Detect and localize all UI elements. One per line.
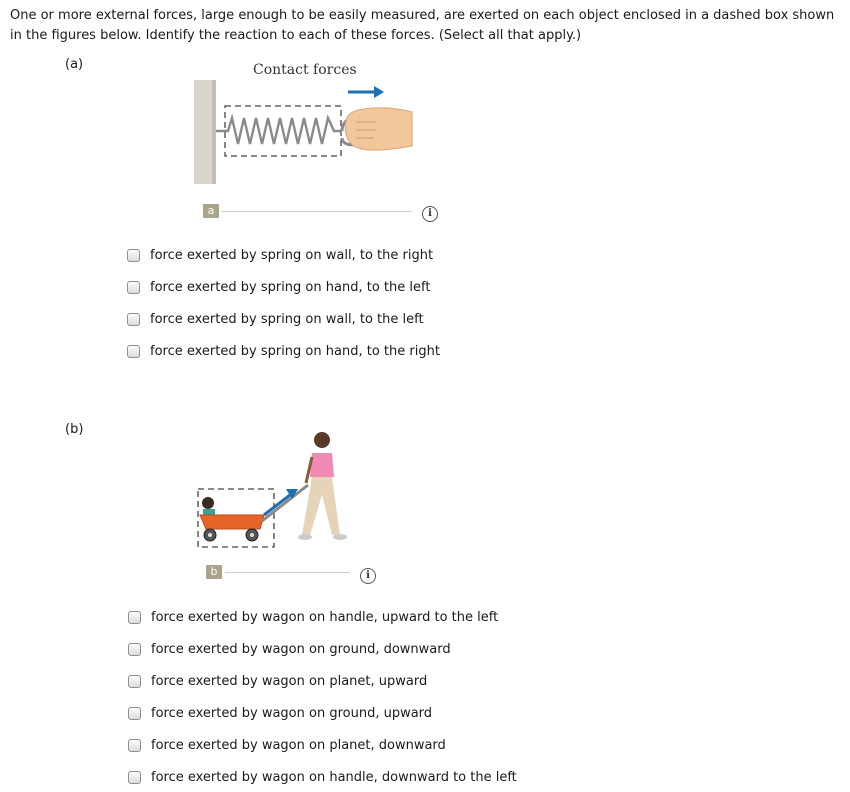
option-b-0[interactable] xyxy=(128,607,498,627)
figure-a-tag: a xyxy=(203,204,219,218)
girl-head xyxy=(314,432,330,448)
hand xyxy=(345,108,412,150)
question-text: One or more external forces, large enough to be easily measured, are exerted on each object enclosed in a dashed box shown in the figures below. Identify the reaction to each of these forces. (Select all that apply.) xyxy=(10,8,835,43)
checkbox[interactable] xyxy=(128,611,141,624)
figure-b-wagon-illustration xyxy=(190,425,360,555)
figure-a-rule xyxy=(222,211,412,212)
option-label: force exerted by wagon on planet, upward xyxy=(151,673,428,689)
checkbox[interactable] xyxy=(128,643,141,656)
option-b-5[interactable] xyxy=(128,767,517,787)
option-b-1[interactable] xyxy=(128,639,451,659)
part-a-label: (a) xyxy=(65,57,84,72)
option-b-4[interactable] xyxy=(128,735,446,755)
checkbox[interactable] xyxy=(128,675,141,688)
option-label: force exerted by spring on wall, to the right xyxy=(150,247,434,263)
checkbox[interactable] xyxy=(127,345,140,358)
figure-a-info-icon[interactable]: i xyxy=(422,206,438,222)
option-a-2[interactable] xyxy=(127,309,424,329)
figure-b-info-icon[interactable]: i xyxy=(360,568,376,584)
option-b-3[interactable] xyxy=(128,703,432,723)
girl-shirt xyxy=(310,453,334,477)
option-a-0[interactable] xyxy=(127,245,433,265)
checkbox[interactable] xyxy=(127,249,140,262)
part-b-label: (b) xyxy=(65,422,84,437)
option-label: force exerted by wagon on handle, downward to the left xyxy=(151,769,517,785)
figure-b-rule xyxy=(225,572,350,573)
option-label: force exerted by spring on hand, to the left xyxy=(150,279,431,295)
checkbox[interactable] xyxy=(128,771,141,784)
checkbox[interactable] xyxy=(128,707,141,720)
checkbox[interactable] xyxy=(127,281,140,294)
checkbox[interactable] xyxy=(128,739,141,752)
option-label: force exerted by wagon on ground, upward xyxy=(151,705,433,721)
option-label: force exerted by wagon on handle, upward to the left xyxy=(151,609,499,625)
option-a-1[interactable] xyxy=(127,277,430,297)
force-arrow xyxy=(374,86,384,98)
option-label: force exerted by wagon on ground, downward xyxy=(151,641,451,657)
wagon xyxy=(200,515,264,529)
option-a-3[interactable] xyxy=(127,341,440,361)
figure-a-title: Contact forces xyxy=(253,62,357,78)
checkbox[interactable] xyxy=(127,313,140,326)
option-label: force exerted by spring on hand, to the right xyxy=(150,343,440,359)
spring xyxy=(216,118,342,144)
option-label: force exerted by wagon on planet, downward xyxy=(151,737,446,753)
figure-a-spring-illustration xyxy=(190,78,430,188)
option-b-2[interactable] xyxy=(128,671,427,691)
figure-b-tag: b xyxy=(206,565,222,579)
option-label: force exerted by spring on wall, to the left xyxy=(150,311,424,327)
